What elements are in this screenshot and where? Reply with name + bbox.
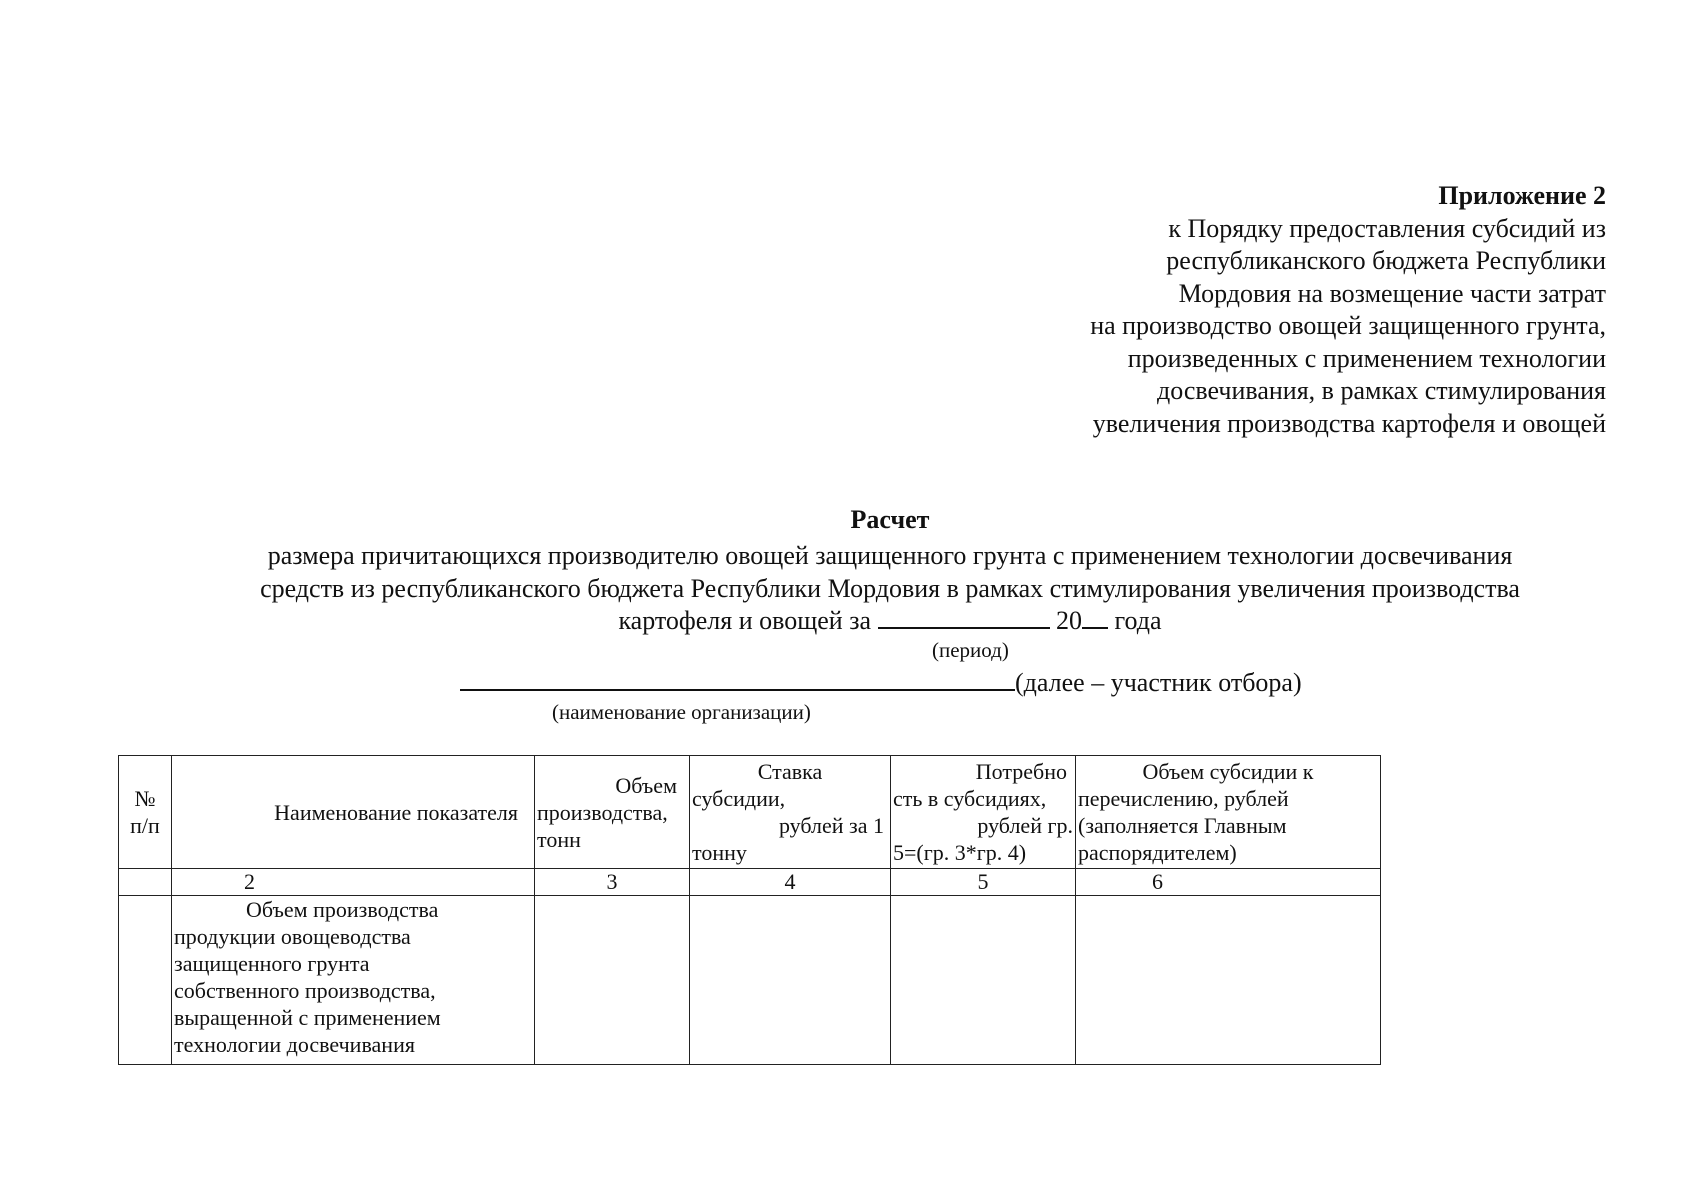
header-rate-line: Ставка xyxy=(757,759,823,784)
header-volume-line: Объем xyxy=(615,772,677,798)
column-number: 3 xyxy=(535,869,690,896)
row-name-line: защищенного грунта xyxy=(174,951,370,976)
appendix-line: республиканского бюджета Республики xyxy=(1166,246,1606,275)
header-num xyxy=(119,756,172,869)
organization-blank-field[interactable] xyxy=(460,665,1015,691)
header-subsidy-line: распорядителем) xyxy=(1078,840,1237,865)
subtitle-line-period xyxy=(150,605,1630,638)
header-rate-line: рублей за 1 xyxy=(778,813,884,838)
appendix-line: к Порядку предоставления субсидий из xyxy=(1168,213,1606,243)
row-name-line: Объем производства xyxy=(246,897,439,922)
subtitle-line3-end: года xyxy=(1114,606,1162,635)
table-row xyxy=(119,896,1381,1065)
header-name xyxy=(172,756,535,869)
column-number: 4 xyxy=(690,869,891,896)
row-name-line: собственного производства, xyxy=(174,978,436,1003)
column-number: 5 xyxy=(891,869,1076,896)
row-name-line: технологии досвечивания xyxy=(174,1032,415,1057)
header-subsidy-line: (заполняется Главным xyxy=(1078,813,1287,838)
column-number: 6 xyxy=(1076,869,1381,896)
header-volume-line: тонн xyxy=(537,826,581,852)
organization-line xyxy=(460,665,1302,698)
row-need-cell[interactable] xyxy=(891,896,1076,1065)
header-num-line: п/п xyxy=(130,813,160,838)
header-rate-line: тонну xyxy=(692,840,747,865)
year-prefix: 20 xyxy=(1056,606,1083,635)
header-subsidy xyxy=(1076,756,1381,869)
row-subsidy-cell[interactable] xyxy=(1076,896,1381,1065)
row-rate-cell[interactable] xyxy=(690,896,891,1065)
period-caption: (период) xyxy=(932,638,1009,662)
header-need-line: Потребно xyxy=(975,759,1067,784)
calculation-table xyxy=(118,755,1381,1065)
organization-suffix: (далее – участник отбора) xyxy=(1015,668,1302,697)
table-header-row xyxy=(119,756,1381,869)
header-volume-line: производства, xyxy=(537,799,668,825)
header-rate-line: субсидии, xyxy=(692,786,786,811)
header-need xyxy=(891,756,1076,869)
subtitle-line: средств из республиканского бюджета Республики Мордовия в рамках стимулирования увеличения производства xyxy=(260,573,1520,603)
row-name-cell xyxy=(172,896,535,1065)
header-need-line: 5=(гр. 3*гр. 4) xyxy=(893,840,1027,865)
appendix-line: на производство овощей защищенного грунта, xyxy=(1090,311,1606,340)
row-volume-cell[interactable] xyxy=(535,896,690,1065)
document-heading: Расчет xyxy=(850,505,930,534)
row-name-line: выращенной с применением xyxy=(174,1005,441,1030)
year-blank-field[interactable] xyxy=(1082,605,1108,629)
appendix-line: Мордовия на возмещение части затрат xyxy=(1178,278,1606,308)
header-volume xyxy=(535,756,690,869)
subtitle-line: размера причитающихся производителю овощей защищенного грунта с применением технологии досвечивания xyxy=(267,541,1513,570)
column-number xyxy=(119,869,172,896)
header-subsidy-line: перечислению, рублей xyxy=(1078,786,1289,811)
appendix-block xyxy=(846,180,1606,440)
appendix-line: увеличения производства картофеля и овощей xyxy=(1092,408,1606,438)
header-subsidy-line: Объем субсидии к xyxy=(1142,759,1314,784)
header-num-line: № xyxy=(134,786,156,811)
row-name-line: продукции овощеводства xyxy=(174,924,411,949)
subtitle-line3-start: картофеля и овощей за xyxy=(618,606,872,635)
header-need-line: сть в субсидиях, xyxy=(893,786,1047,811)
row-num-cell[interactable] xyxy=(119,896,172,1065)
period-blank-field[interactable] xyxy=(878,605,1050,629)
header-rate xyxy=(690,756,891,869)
appendix-title: Приложение 2 xyxy=(1438,181,1606,210)
appendix-line: произведенных с применением технологии xyxy=(1127,343,1606,373)
header-name-text: Наименование показателя xyxy=(274,799,518,825)
column-number: 2 xyxy=(172,869,535,896)
header-need-line: рублей гр. xyxy=(977,813,1073,838)
document-subtitle xyxy=(150,540,1630,638)
column-number-row xyxy=(119,869,1381,896)
appendix-line: досвечивания, в рамках стимулирования xyxy=(1156,376,1606,405)
organization-caption: (наименование организации) xyxy=(552,700,811,724)
